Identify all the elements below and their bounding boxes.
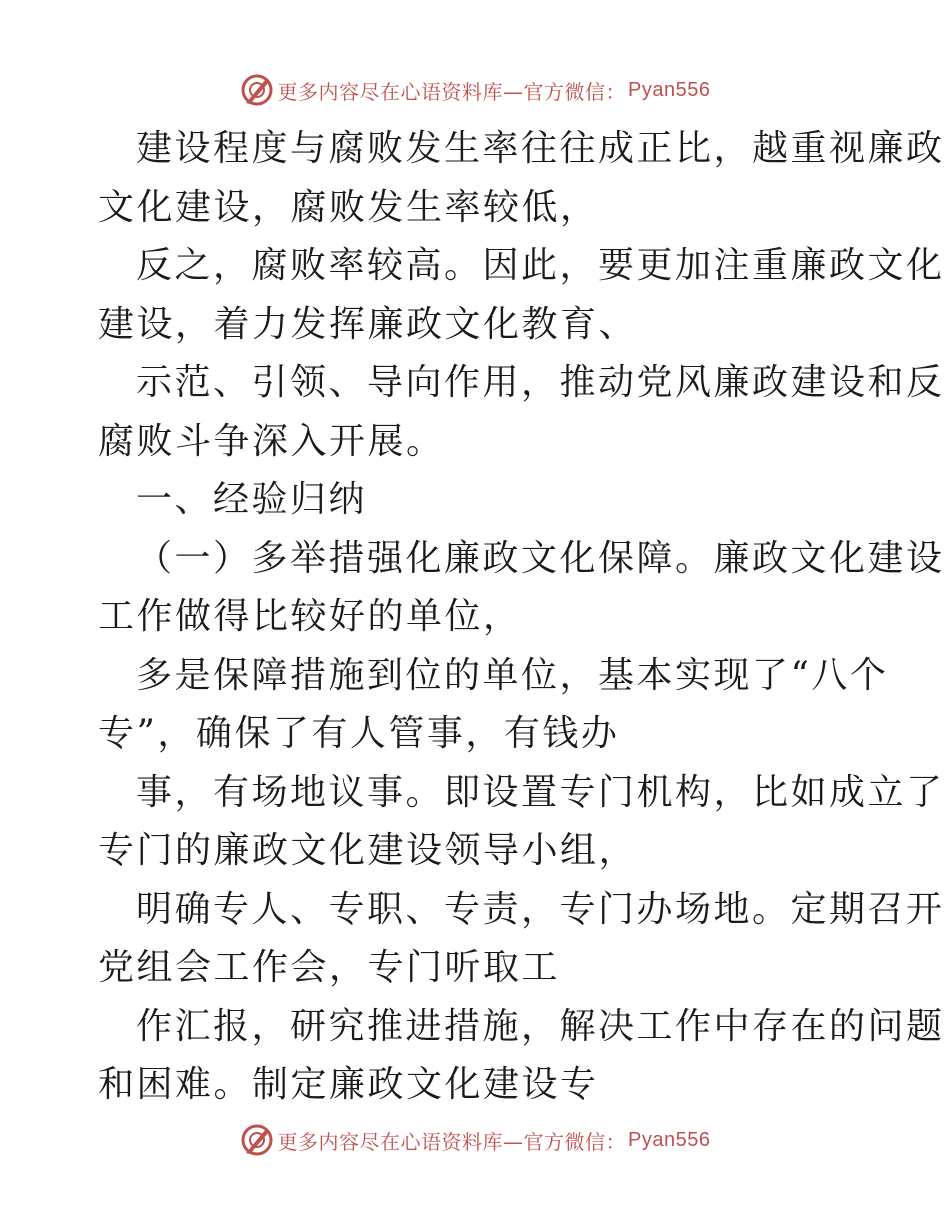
text-line: 示范、引领、导向作用，推动党风廉政建设和反 bbox=[136, 362, 945, 403]
text-line: 工作做得比较好的单位， bbox=[98, 596, 522, 637]
text-line: 腐败斗争深入开展。 bbox=[98, 420, 445, 462]
text-line: 专门的廉政文化建设领导小组， bbox=[98, 830, 638, 871]
text-line: 作汇报，研究推进措施，解决工作中存在的问题 bbox=[136, 1005, 945, 1047]
header-watermark bbox=[0, 70, 950, 110]
header-wechat-id: Pyan556 bbox=[628, 78, 711, 101]
section-heading: 一、经验归纳 bbox=[136, 479, 368, 520]
header-watermark-text: 更多内容尽在心语资料库—官方微信： bbox=[277, 79, 627, 104]
text-line: 党组会工作会，专门听取工 bbox=[98, 947, 561, 988]
quill-circle-icon bbox=[240, 73, 274, 107]
subsection-heading: （一）多举措强化廉政文化保障。廉政文化建设 bbox=[136, 537, 945, 579]
text-line: 建设程度与腐败发生率往往成正比，越重视廉政 bbox=[136, 128, 945, 169]
text-line: 建设，着力发挥廉政文化教育、 bbox=[98, 303, 638, 345]
document-body bbox=[98, 120, 945, 1115]
footer-wechat-id: Pyan556 bbox=[628, 1128, 711, 1151]
text-line: 专”，确保了有人管事，有钱办 bbox=[98, 713, 620, 754]
quill-circle-icon bbox=[240, 1123, 274, 1157]
footer-watermark-text: 更多内容尽在心语资料库—官方微信： bbox=[277, 1129, 627, 1154]
text-line: 反之，腐败率较高。因此，要更加注重廉政文化 bbox=[136, 245, 945, 286]
text-line: 多是保障措施到位的单位，基本实现了“八个 bbox=[136, 654, 889, 696]
text-line: 事，有场地议事。即设置专门机构，比如成立了 bbox=[136, 771, 945, 813]
text-line: 和困难。制定廉政文化建设专 bbox=[98, 1064, 599, 1105]
text-line: 明确专人、专职、专责，专门办场地。定期召开 bbox=[136, 888, 945, 930]
text-line: 文化建设，腐败发生率较低， bbox=[98, 186, 599, 228]
footer-watermark bbox=[0, 1120, 950, 1160]
